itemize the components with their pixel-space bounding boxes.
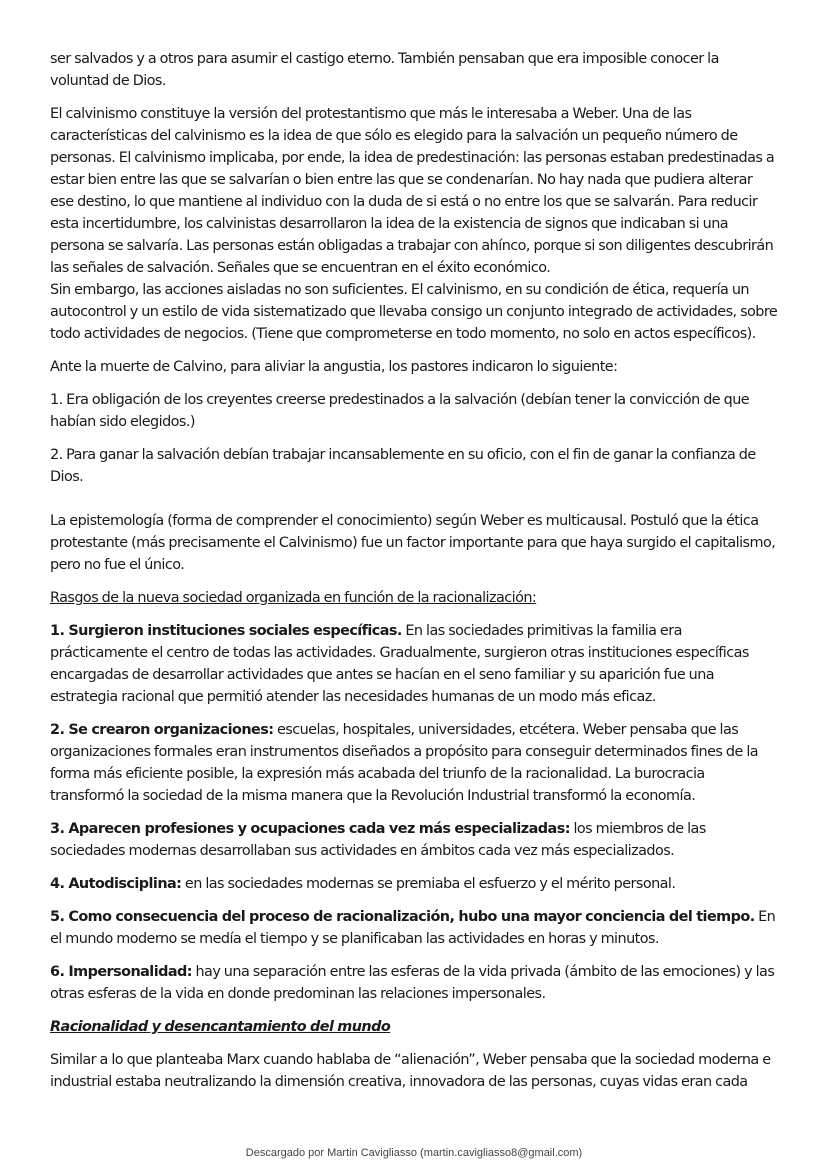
list-item (50, 620, 778, 708)
paragraph: La epistemología (forma de comprender el conocimiento) según Weber es multicausal. Postuló que la ética protestante (más precisamente el Calvinismo) fue un factor importante para que haya surgido el capitalismo, pero no fue el único. (50, 513, 776, 573)
list-item (50, 961, 778, 1005)
item-title: 4. Autodisciplina: (50, 876, 182, 892)
item-title: 5. Como consecuencia del proceso de racionalización, hubo una mayor conciencia del tiempo. (50, 909, 755, 925)
item-text: hay una separación entre las esferas de la vida privada (ámbito de las emociones) y las otras esferas de la vida en donde predominan las relaciones impersonales. (50, 964, 775, 1002)
item-title: 6. Impersonalidad: (50, 964, 192, 980)
section-heading (50, 1016, 778, 1038)
list-item (50, 719, 778, 807)
list-item (50, 818, 778, 862)
list-item (50, 873, 778, 895)
item-text: En las sociedades primitivas la familia era prácticamente el centro de todas las actividades. Gradualmente, surgieron otras instituciones específicas encargadas de desarrollar actividades que antes se hacían en el seno familiar y su aparición fue una estrategia racional que permitió atender las necesidades humanas de un modo más eficaz. (50, 623, 749, 705)
item-text: En el mundo moderno se medía el tiempo y se planificaban las actividades en horas y minutos. (50, 909, 776, 947)
item-title: 2. Se crearon organizaciones: (50, 722, 274, 738)
list-item: 1. Era obligación de los creyentes creerse predestinados a la salvación (debían tener la convicción de que habían sido elegidos.) (50, 392, 750, 430)
section-heading-text: Racionalidad y desencantamiento del mundo (50, 1019, 391, 1035)
item-title: 1. Surgieron instituciones sociales específicas. (50, 623, 402, 639)
paragraph: ser salvados y a otros para asumir el castigo eterno. También pensaban que era imposible conocer la voluntad de Dios. (50, 51, 719, 89)
item-text: en las sociedades modernas se premiaba el esfuerzo y el mérito personal. (181, 876, 676, 892)
download-footer: Descargado por Martin Cavigliasso (martin.cavigliasso8@gmail.com) (245, 1147, 583, 1159)
section-heading-text: Rasgos de la nueva sociedad organizada en función de la racionalización: (50, 590, 537, 606)
item-text: los miembros de las sociedades modernas desarrollaban sus actividades en ámbitos cada vez más especializados. (50, 821, 706, 859)
paragraph: El calvinismo constituye la versión del protestantismo que más le interesaba a Weber. Una de las características del calvinismo es la idea de que sólo es elegido para la salvación un pequeño número de personas. El calvinismo implicaba, por ende, la idea de predestinación: las personas estaban predestinadas a estar bien entre las que se salvarían o bien entre las que se condenarían. No hay nada que pudiera alterar ese destino, lo que mantiene al individuo con la duda de si está o no entre los que se salvarán. Para reducir esta incertidumbre, los calvinistas desarrollaron la idea de la existencia de signos que indicaban si una persona se salvaría. Las personas están obligadas a trabajar con ahínco, porque si son diligentes descubrirán las señales de salvación. Señales que se encuentran en el éxito económico. (50, 106, 775, 276)
document-page (50, 48, 778, 1104)
item-text: escuelas, hospitales, universidades, etcétera. Weber pensaba que las organizaciones formales eran instrumentos diseñados a propósito para conseguir determinados fines de la forma más eficiente posible, la expresión más acabada del triunfo de la racionalidad. La burocracia transformó la sociedad de la misma manera que la Revolución Industrial transformó la economía. (50, 722, 759, 804)
paragraph: Similar a lo que planteaba Marx cuando hablaba de “alienación”, Weber pensaba que la sociedad moderna e industrial estaba neutralizando la dimensión creativa, innovadora de las personas, cuyas vidas eran cada (50, 1052, 771, 1090)
item-title: 3. Aparecen profesiones y ocupaciones cada vez más especializadas: (50, 821, 570, 837)
paragraph: Sin embargo, las acciones aisladas no son suficientes. El calvinismo, en su condición de ética, requería un autocontrol y un estilo de vida sistematizado que llevaba consigo un conjunto integrado de actividades, sobre todo actividades de negocios. (Tiene que comprometerse en todo momento, no solo en actos específicos). (50, 282, 778, 342)
section-heading (50, 587, 778, 609)
list-item: 2. Para ganar la salvación debían trabajar incansablemente en su oficio, con el fin de ganar la confianza de Dios. (50, 447, 756, 485)
paragraph: Ante la muerte de Calvino, para aliviar la angustia, los pastores indicaron lo siguiente: (50, 359, 618, 375)
list-item (50, 906, 778, 950)
